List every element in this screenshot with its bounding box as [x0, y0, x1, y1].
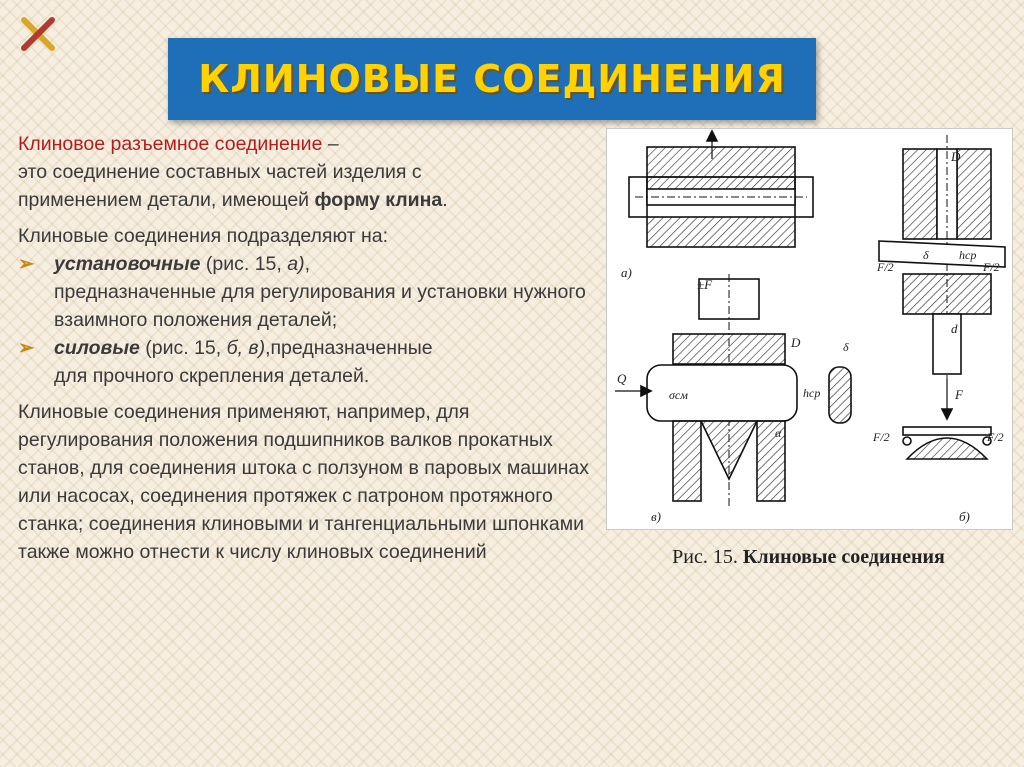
bullet-desc: для прочного скрепления деталей.: [54, 365, 370, 387]
bullet-ref-letter: а): [287, 253, 305, 275]
bullet-ref-letter: б, в): [226, 337, 266, 359]
decorative-x-icon: [18, 14, 58, 54]
label-delta-b: δ: [923, 248, 929, 262]
bullet-desc-inline: предназначенные: [270, 337, 433, 359]
label-sigma: σсм: [669, 388, 688, 402]
wedge-joints-drawing: [607, 129, 1012, 529]
slide-title: КЛИНОВЫЕ СОЕДИНЕНИЯ: [198, 57, 786, 101]
usage-paragraph: Клиновые соединения применяют, например, для регулирования положения подшипников валков прокатных станов, для соединения штока с ползуном в паровых машинах или насосах, соединения протяжек с патроном протяжного станка; соединения клиновыми и тангенциальными шпонками также можно отнести к числу клиновых соединений: [18, 401, 590, 563]
bullet-ref-post: ,: [304, 253, 310, 275]
label-f2-right-b: F/2: [987, 430, 1004, 444]
definition-dash: –: [322, 133, 339, 155]
label-hcp-v: hср: [803, 386, 821, 400]
label-a: а): [621, 265, 632, 280]
label-d-cap-b: D: [951, 149, 961, 164]
caption-title: Клиновые соединения: [742, 546, 945, 568]
definition-line-1: это соединение составных частей изделия с: [18, 161, 422, 183]
label-v: в): [651, 509, 661, 524]
bullet-ref: (рис. 15,: [139, 337, 227, 359]
label-pm-f: ±F: [697, 277, 713, 292]
technical-figure: [606, 128, 1013, 530]
bullet-ref-post: ,: [265, 337, 271, 359]
definition-bold-term: форму клина: [314, 189, 443, 211]
label-b: б): [959, 509, 970, 524]
label-f: F: [955, 387, 963, 402]
bullet-term: силовые: [54, 337, 140, 359]
bullet-term: установочные: [54, 253, 201, 275]
definition-term: Клиновое разъемное соединение: [18, 133, 323, 155]
figure-caption: [606, 546, 1011, 569]
definition-paragraph: [18, 130, 593, 214]
main-text-block: [18, 130, 593, 566]
bullet-desc: предназначенные для регулирования и установки нужного взаимного положения деталей;: [54, 281, 586, 331]
subdivide-text: Клиновые соединения подразделяют на:: [18, 225, 389, 247]
label-hcp-b: hср: [959, 248, 977, 262]
figure-b-drawing: [879, 135, 1005, 459]
definition-line-2-pre: применением детали, имеющей: [18, 189, 315, 211]
bullet-item-installation: [18, 250, 593, 334]
label-d-small: d: [951, 321, 958, 336]
definition-line-2-post: .: [442, 189, 448, 211]
label-f2-left: F/2: [877, 260, 894, 274]
label-d-cap-v: D: [791, 335, 801, 350]
bullet-item-power: [18, 334, 593, 390]
bullet-ref: (рис. 15,: [200, 253, 288, 275]
figure-a-drawing: [629, 131, 813, 247]
label-q: Q: [617, 371, 627, 386]
bullet-arrow-icon: ➢: [18, 337, 35, 359]
label-alpha: α: [775, 426, 782, 440]
title-banner: [168, 38, 816, 120]
label-delta-v: δ: [843, 340, 849, 354]
caption-prefix: Рис. 15.: [672, 546, 743, 568]
label-f2-left-b: F/2: [873, 430, 890, 444]
bullet-arrow-icon: ➢: [18, 253, 35, 275]
label-f2-right: F/2: [983, 260, 1000, 274]
